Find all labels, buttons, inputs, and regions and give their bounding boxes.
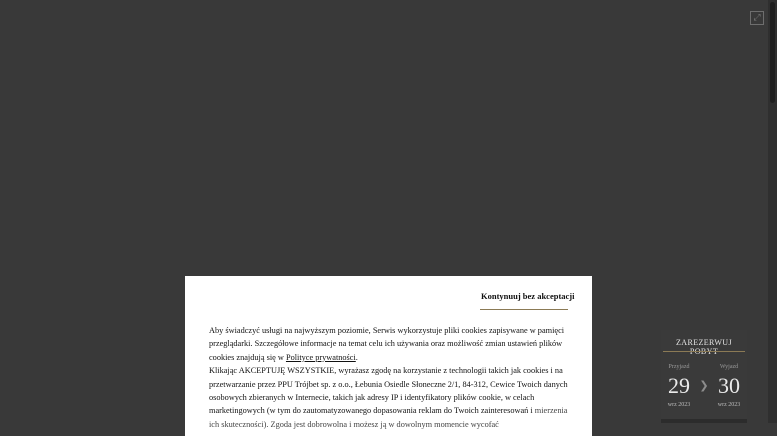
departure-label: Wyjazd	[719, 364, 739, 370]
privacy-policy-link[interactable]: Polityce prywatności	[285, 352, 356, 362]
cookie-description	[209, 324, 571, 431]
cookie-paragraph-1-text: Aby świadczyć usługi na najwyższym poziomie, Serwis wykorzystuje pliki cookies zapisywane w pamięci przeglądarki. Szczegółowe informacje na temat celu ich używania oraz możliwość zmian ustawień plików cookies znajdują się w	[209, 326, 565, 362]
booking-title[interactable]: ZAREZERWUJ	[676, 338, 732, 347]
continue-underline	[480, 309, 568, 310]
cookie-paragraph-2-cut: mierzenia ich skuteczności). Zgoda jest dobrowolna i możesz ją w dowolnym momencie wycofać	[209, 406, 568, 429]
page-scrollbar[interactable]	[768, 0, 777, 423]
departure-day: 30	[718, 373, 740, 398]
booking-title-underline	[663, 351, 745, 352]
arrival-day: 29	[668, 373, 690, 398]
cookie-paragraph-1-end: .	[355, 352, 358, 362]
arrival-label: Przyjazd	[668, 364, 690, 370]
departure-date-picker[interactable]	[711, 364, 747, 409]
cookie-paragraph-2-text: Klikając AKCEPTUJĘ WSZYSTKIE, wyrażasz zgodę na korzystanie z technologii takich jak cookies i na przetwarzanie przez PPU Trójbet sp. z o.o., Łebunia Osiedle Słoneczne 2/1, 84-312, Cewice Twoich danych osobowych zbieranych w Internecie, takich jak adresy IP i identyfikatory plików cookie, w celach marketingowych (w tym do zautomatyzowanego dopasowania reklam do Twoich zainteresowań i	[209, 366, 568, 416]
arrival-month: wrz 2023	[667, 402, 691, 408]
expand-icon[interactable]: ⤢	[750, 11, 764, 25]
arrival-date-picker[interactable]	[661, 364, 697, 409]
booking-widget	[661, 330, 747, 423]
departure-month: wrz 2023	[717, 402, 741, 408]
booking-submit-bar[interactable]	[661, 419, 747, 423]
continue-without-accept-button[interactable]: Kontynuuj bez akceptacji	[481, 291, 575, 301]
chevron-right-icon: ❯	[699, 379, 709, 392]
cookie-paragraph-1	[209, 324, 571, 364]
scrollbar-thumb[interactable]	[770, 2, 775, 103]
cookie-paragraph-2	[209, 364, 571, 431]
cookie-consent-dialog	[185, 276, 592, 436]
